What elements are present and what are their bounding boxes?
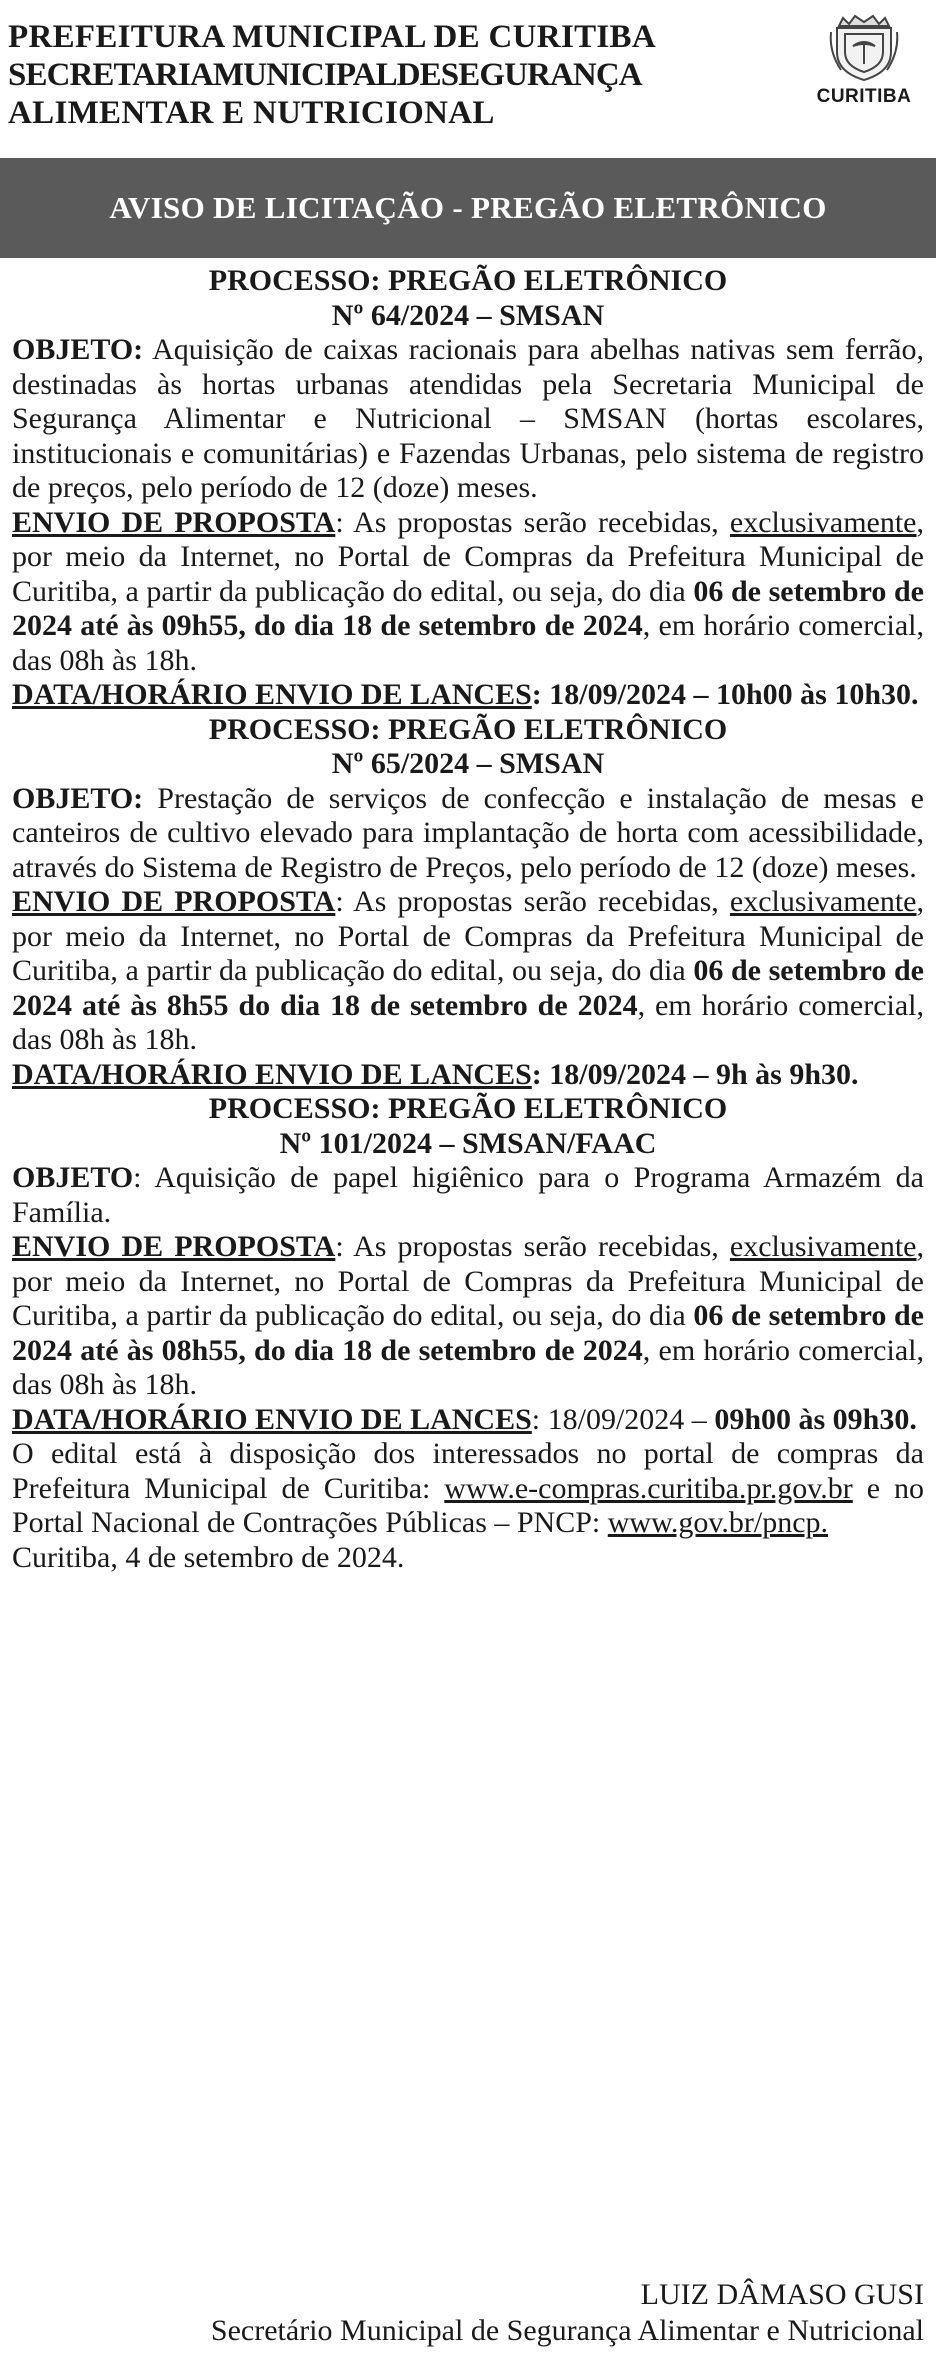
envio-emphasis: exclusivamente [729, 885, 917, 918]
notice-title: AVISO DE LICITAÇÃO - PREGÃO ELETRÔNICO [109, 190, 827, 225]
closing-paragraph [12, 1437, 924, 1541]
lances-paragraph [12, 678, 924, 713]
envio-dates: 06 de setembro de 2024 até às 8h55 do dia 18 de setembro de 2024 [12, 954, 924, 1022]
date-line: Curitiba, 4 de setembro de 2024. [12, 1540, 405, 1574]
objeto-text: Prestação de serviços de confecção e instalação de mesas e canteiros de cultivo elevado para implantação de horta com acessibilidade, através do Sistema de Registro de Preços, pelo período de 12 (doze) meses. [12, 781, 924, 884]
lances-label: DATA/HORÁRIO ENVIO DE LANCES [12, 1402, 532, 1436]
lances-paragraph [12, 1403, 924, 1438]
objeto-paragraph [12, 333, 924, 506]
closing-text: e no Portal Nacional de Contrações Públicas – PNCP: [12, 1471, 924, 1539]
pncp-link[interactable]: www.gov.br/pncp. [607, 1506, 829, 1539]
org-line-3: ALIMENTAR E NUTRICIONAL [8, 95, 495, 131]
lances-time: 09h00 às 09h30. [714, 1402, 917, 1436]
lances-label: DATA/HORÁRIO ENVIO DE LANCES [12, 1057, 532, 1091]
envio-text: : As propostas serão recebidas, [335, 1230, 730, 1263]
lances-value: : 18/09/2024 – 10h00 às 10h30. [531, 678, 919, 711]
process-number: Nº 64/2024 – SMSAN [331, 298, 605, 332]
envio-text: , por meio da Internet, no Portal de Compras da Prefeitura Municipal de Curitiba, a partir da publicação do edital, ou seja, do dia [12, 885, 924, 987]
objeto-label: OBJETO: [12, 333, 144, 366]
envio-paragraph [12, 885, 924, 1058]
envio-label: ENVIO DE PROPOSTA [12, 885, 336, 918]
logo-caption: CURITIBA [816, 86, 912, 107]
objeto-paragraph [12, 1161, 924, 1230]
notice-body [0, 264, 936, 1575]
org-line-2: SECRETARIAMUNICIPALDESEGURANÇA [8, 57, 642, 93]
lances-value: : 18/09/2024 – [531, 1402, 715, 1436]
e-compras-link[interactable]: www.e-compras.curitiba.pr.gov.br [444, 1471, 853, 1505]
objeto-label: OBJETO [12, 1161, 134, 1194]
envio-paragraph [12, 1230, 924, 1403]
process-number: Nº 65/2024 – SMSAN [331, 747, 605, 780]
envio-dates: 06 de setembro de 2024 até às 08h55, do dia 18 de setembro de 2024 [12, 1299, 924, 1367]
lances-value: : 18/09/2024 – 9h às 9h30. [531, 1057, 859, 1091]
lances-label: DATA/HORÁRIO ENVIO DE LANCES [12, 678, 532, 711]
objeto-paragraph [12, 782, 924, 886]
city-logo [814, 12, 914, 108]
coat-of-arms-icon [827, 12, 901, 82]
envio-paragraph [12, 506, 924, 679]
objeto-text: : Aquisição de papel higiênico para o Programa Armazém da Família. [12, 1161, 924, 1229]
signatory-name: LUIZ DÂMASO GUSI [640, 2278, 924, 2311]
process-title: PROCESSO: PREGÃO ELETRÔNICO [208, 264, 728, 297]
envio-text: , por meio da Internet, no Portal de Compras da Prefeitura Municipal de Curitiba, a partir da publicação do edital, ou seja, do dia [12, 505, 924, 608]
envio-text: : As propostas serão recebidas, [335, 505, 730, 539]
signatory-role: Secretário Municipal de Segurança Alimentar e Nutricional [210, 2314, 924, 2347]
org-line-1: PREFEITURA MUNICIPAL DE CURITIBA [8, 19, 656, 55]
envio-text: , por meio da Internet, no Portal de Compras da Prefeitura Municipal de Curitiba, a partir da publicação do edital, ou seja, do dia [12, 1230, 924, 1332]
envio-text: , em horário comercial, das 08h às 18h. [12, 609, 924, 677]
signature-block [211, 2277, 924, 2349]
envio-text: : As propostas serão recebidas, [335, 885, 730, 918]
envio-text: , em horário comercial, das 08h às 18h. [12, 1333, 924, 1401]
envio-emphasis: exclusivamente [729, 1230, 917, 1263]
envio-label: ENVIO DE PROPOSTA [12, 505, 336, 539]
lances-paragraph [12, 1058, 924, 1093]
header [0, 0, 936, 158]
objeto-text: Aquisição de caixas racionais para abelhas nativas sem ferrão, destinadas às hortas urbanas atendidas pela Secretaria Municipal de Segurança Alimentar e Nutricional – SMSAN (hortas escolares, institucionais e comunitárias) e Fazendas Urbanas, pelo sistema de registro de preços, pelo período de 12 (doze) meses. [12, 333, 924, 504]
objeto-label: OBJETO: [12, 781, 144, 815]
process-title: PROCESSO: PREGÃO ELETRÔNICO [208, 712, 728, 746]
notice-banner [0, 158, 936, 258]
envio-emphasis: exclusivamente [729, 505, 917, 539]
process-title: PROCESSO: PREGÃO ELETRÔNICO [208, 1092, 728, 1125]
envio-label: ENVIO DE PROPOSTA [12, 1230, 336, 1263]
envio-dates: 06 de setembro de 2024 até às 09h55, do dia 18 de setembro de 2024 [12, 574, 924, 642]
organization-name [8, 18, 656, 132]
closing-text: O edital está à disposição dos interessados no portal de compras da Prefeitura Municipal de Curitiba: [12, 1437, 924, 1505]
process-number: Nº 101/2024 – SMSAN/FAAC [279, 1126, 657, 1160]
envio-text: , em horário comercial, das 08h às 18h. [12, 988, 924, 1056]
